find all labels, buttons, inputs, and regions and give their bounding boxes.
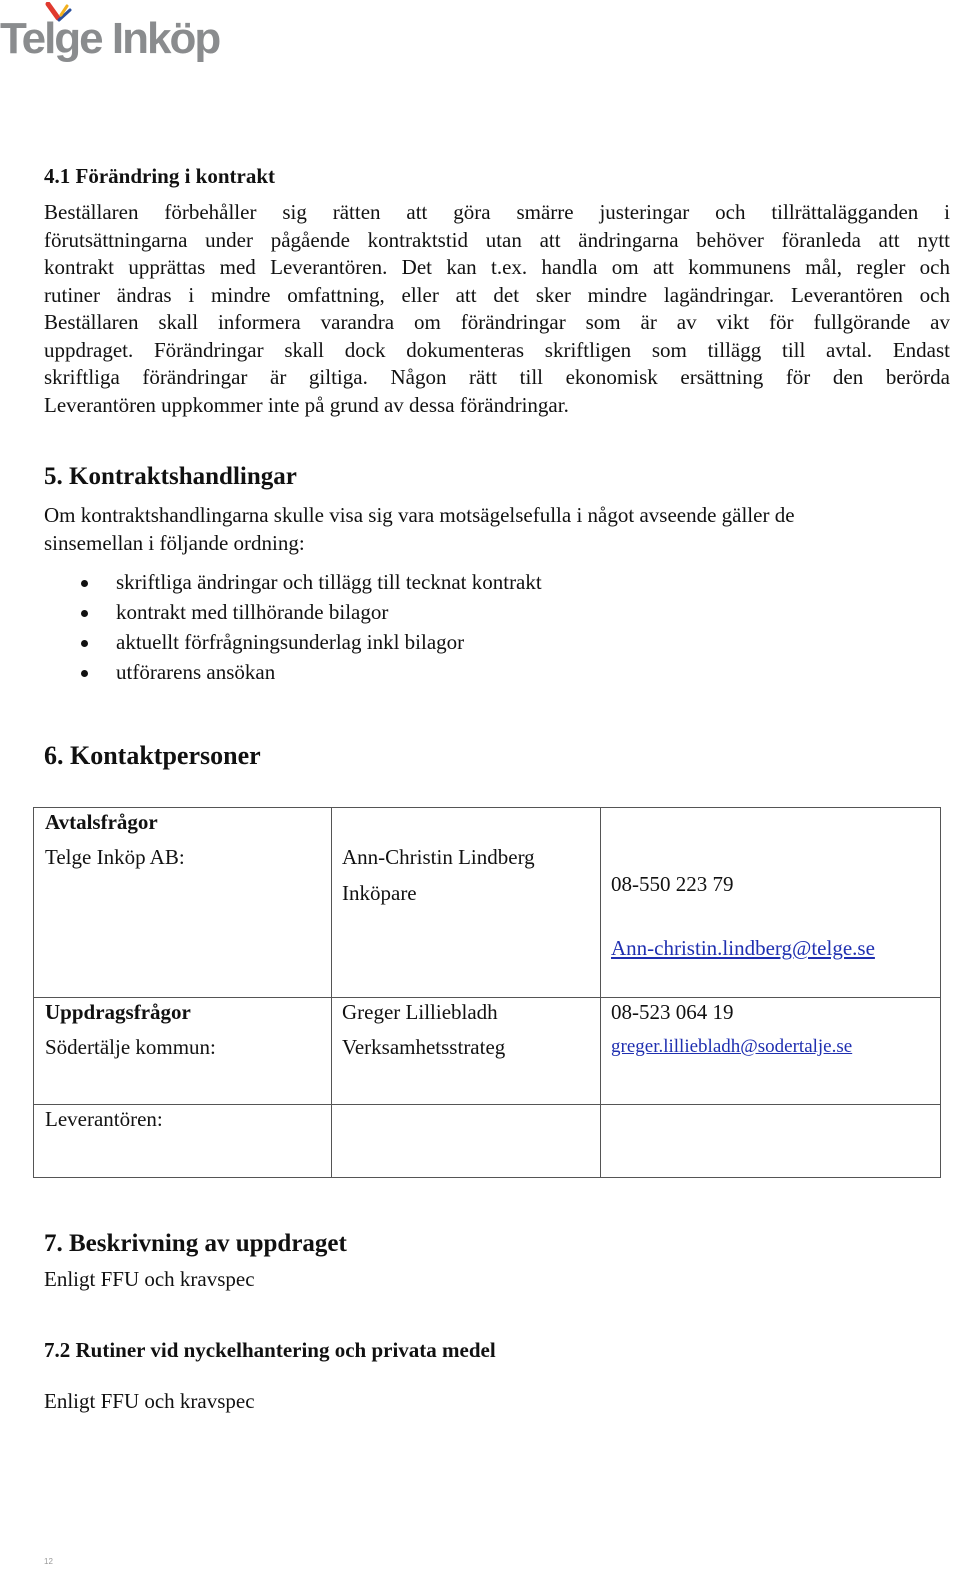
contact-email-link[interactable]: greger.lilliebladh@sodertalje.se <box>611 1036 853 1057</box>
contact-category: Avtalsfrågor <box>45 810 158 834</box>
paragraph-line: Leverantören uppkommer inte på grund av dessa förändringar. <box>44 392 569 417</box>
contact-org: Telge Inköp AB: <box>45 845 185 869</box>
document-order-list <box>44 567 542 687</box>
intro-line: Om kontraktshandlingarna skulle visa sig vara motsägelsefulla i något avseende gäller de <box>44 503 795 527</box>
table-cell-empty <box>332 1105 601 1178</box>
contact-category: Uppdragsfrågor <box>45 1000 191 1024</box>
paragraph-line: förutsättningarna under pågående kontraktstid utan att ändringarna behöver föranleda att nytt <box>44 227 950 252</box>
table-cell <box>601 808 941 998</box>
logo-text: Telge Inköp <box>0 14 220 63</box>
list-item <box>44 597 542 627</box>
section-7-2-text: Enligt FFU och kravspec <box>44 1389 255 1413</box>
list-item-text: kontrakt med tillhörande bilagor <box>116 600 389 624</box>
contact-phone: 08-523 064 19 <box>611 1000 734 1024</box>
section-7-heading: 7. Beskrivning av uppdraget <box>44 1230 347 1257</box>
paragraph-line: Beställaren förbehåller sig rätten att göra smärre justeringar och tillrättalägganden i <box>44 200 950 224</box>
list-item <box>44 657 542 687</box>
paragraph-line: skriftliga förändringar är giltiga. Någon rätt till ekonomisk ersättning för den berörda <box>44 365 950 389</box>
contact-phone: 08-550 223 79 <box>611 872 734 896</box>
paragraph-line: rutiner ändras i mindre omfattning, eller att det sker mindre lagändringar. Leverantören och <box>44 282 950 307</box>
logo-mark-icon <box>44 2 74 24</box>
table-cell <box>601 998 941 1105</box>
contact-role: Inköpare <box>342 881 417 905</box>
bullet-icon <box>81 610 88 617</box>
contact-name: Ann-Christin Lindberg <box>342 845 535 869</box>
table-cell-empty <box>601 1105 941 1178</box>
section-7-text: Enligt FFU och kravspec <box>44 1267 255 1291</box>
table-row <box>34 808 941 998</box>
bullet-icon <box>81 640 88 647</box>
table-cell <box>34 808 332 998</box>
table-cell <box>332 998 601 1105</box>
section-4-1-paragraph <box>44 199 950 419</box>
page-number: 12 <box>44 1557 53 1566</box>
section-6-heading: 6. Kontaktpersoner <box>44 741 261 770</box>
bullet-icon <box>81 580 88 587</box>
intro-line: sinsemellan i följande ordning: <box>44 530 305 555</box>
list-item <box>44 567 542 597</box>
table-row <box>34 998 941 1105</box>
bullet-icon <box>81 670 88 677</box>
list-item-text: skriftliga ändringar och tillägg till tecknat kontrakt <box>116 570 542 594</box>
section-4-1-heading: 4.1 Förändring i kontrakt <box>44 164 276 188</box>
contact-org: Leverantören: <box>45 1107 163 1131</box>
paragraph-line: uppdraget. Förändringar skall dock dokumenteras skriftligen som tillägg till avtal. Endast <box>44 337 950 362</box>
telge-inkop-logo <box>0 0 220 70</box>
contacts-table <box>33 807 941 1178</box>
table-row <box>34 1105 941 1178</box>
table-cell <box>34 1105 332 1178</box>
contact-role: Verksamhetsstrateg <box>342 1035 506 1059</box>
list-item-text: utförarens ansökan <box>116 660 276 684</box>
paragraph-line: kontrakt upprättas med Leverantören. Det kan t.ex. handla om att kommunens mål, regler och <box>44 255 950 279</box>
contact-name: Greger Lilliebladh <box>342 1000 498 1024</box>
section-5-intro <box>44 502 950 557</box>
section-7-2-heading: 7.2 Rutiner vid nyckelhantering och privata medel <box>44 1338 496 1362</box>
section-5-heading: 5. Kontraktshandlingar <box>44 463 297 490</box>
contact-org: Södertälje kommun: <box>45 1035 216 1059</box>
table-cell <box>34 998 332 1105</box>
paragraph-line: Beställaren skall informera varandra om förändringar som är av vikt för fullgörande av <box>44 310 950 334</box>
list-item <box>44 627 542 657</box>
table-cell <box>332 808 601 998</box>
contact-email-link[interactable]: Ann-christin.lindberg@telge.se <box>611 936 875 960</box>
list-item-text: aktuellt förfrågningsunderlag inkl bilagor <box>116 630 465 654</box>
